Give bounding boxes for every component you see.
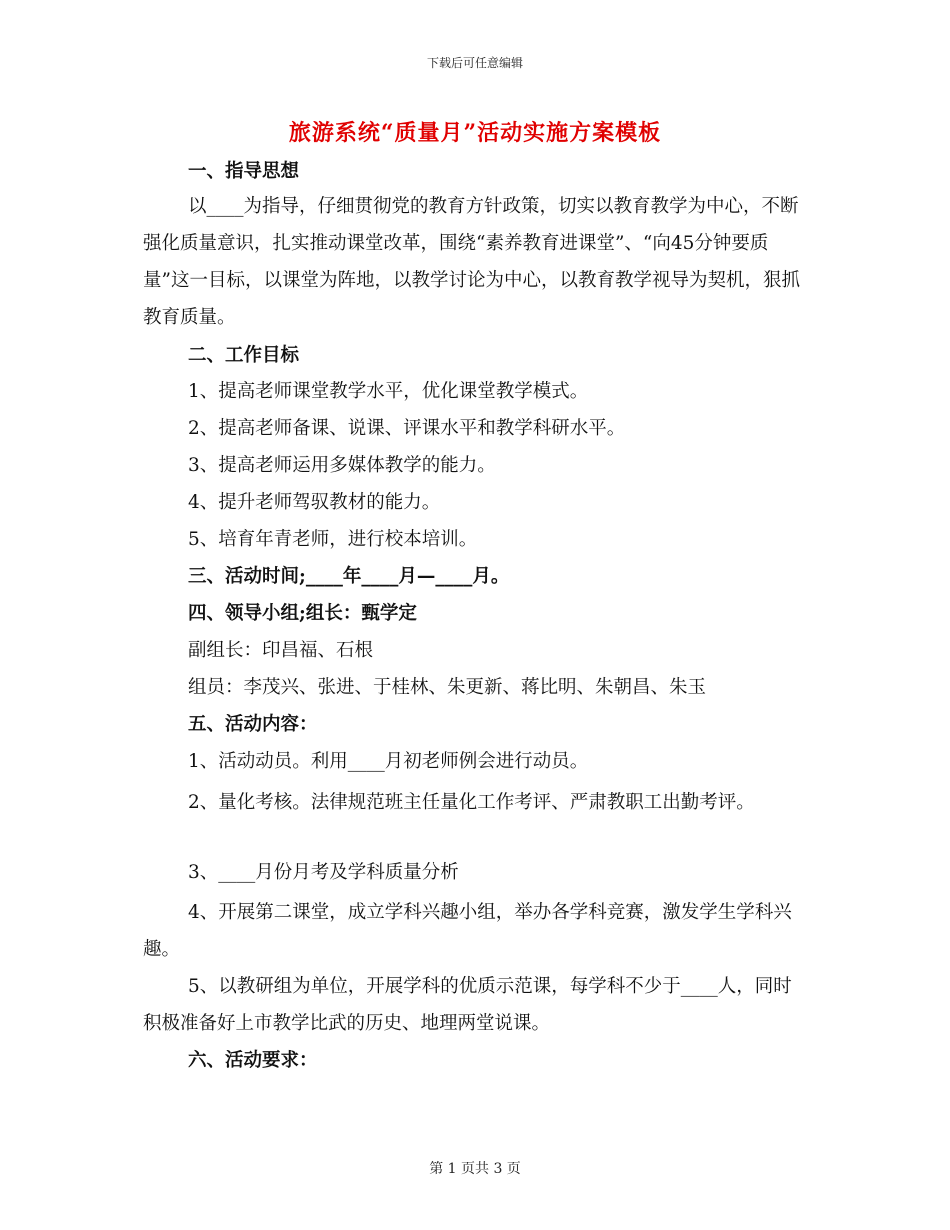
vice-leader-line: 副组长：印昌福、石根 xyxy=(188,640,374,661)
section-1-paragraph: 以____为指导，仔细贯彻党的教育方针政策，切实以教育教学为中心，不断强化质量意识，扎实推动课堂改革，围绕“素养教育进课堂”、“向45分钟要质量”这一目标，以课堂为阵地，以教学讨论为中心，以教育教学视导为契机，狠抓教育质量。 xyxy=(143,196,800,328)
section-4-heading: 四、领导小组;组长：甄学定 xyxy=(188,603,417,624)
section-1-heading: 一、指导思想 xyxy=(188,161,300,182)
activity-item-2: 2、量化考核。法律规范班主任量化工作考评、严肃教职工出勤考评。 xyxy=(188,792,755,813)
goal-item: 3、提高老师运用多媒体教学的能力。 xyxy=(188,455,496,476)
goal-item: 4、提升老师驾驭教材的能力。 xyxy=(188,492,441,513)
section-3-heading: 三、活动时间;____年____月—____月。 xyxy=(188,566,510,587)
page-footer: 第 1 页共 3 页 xyxy=(429,1161,521,1177)
goal-item: 2、提高老师备课、说课、评课水平和教学科研水平。 xyxy=(188,418,626,439)
members-line: 组员：李茂兴、张进、于桂林、朱更新、蒋比明、朱朝昌、朱玉 xyxy=(188,677,707,698)
activity-item-5: 5、以教研组为单位，开展学科的优质示范课，每学科不少于____人，同时积极准备好上市教学比武的历史、地理两堂说课。 xyxy=(143,976,792,1034)
goal-item: 5、培育年青老师，进行校本培训。 xyxy=(188,529,478,550)
document-title: 旅游系统“质量月”活动实施方案模板 xyxy=(288,120,662,146)
activity-item-3: 3、____月份月考及学科质量分析 xyxy=(188,862,459,883)
page-header: 下载后可任意编辑 xyxy=(426,56,523,70)
activity-item-4: 4、开展第二课堂，成立学科兴趣小组，举办各学科竞赛，激发学生学科兴趣。 xyxy=(143,902,792,960)
section-2-heading: 二、工作目标 xyxy=(188,345,300,366)
goal-item: 1、提高老师课堂教学水平，优化课堂教学模式。 xyxy=(188,381,589,402)
section-5-heading: 五、活动内容： xyxy=(188,714,318,735)
activity-item-1: 1、活动动员。利用____月初老师例会进行动员。 xyxy=(188,751,589,772)
section-6-heading: 六、活动要求： xyxy=(188,1050,318,1071)
